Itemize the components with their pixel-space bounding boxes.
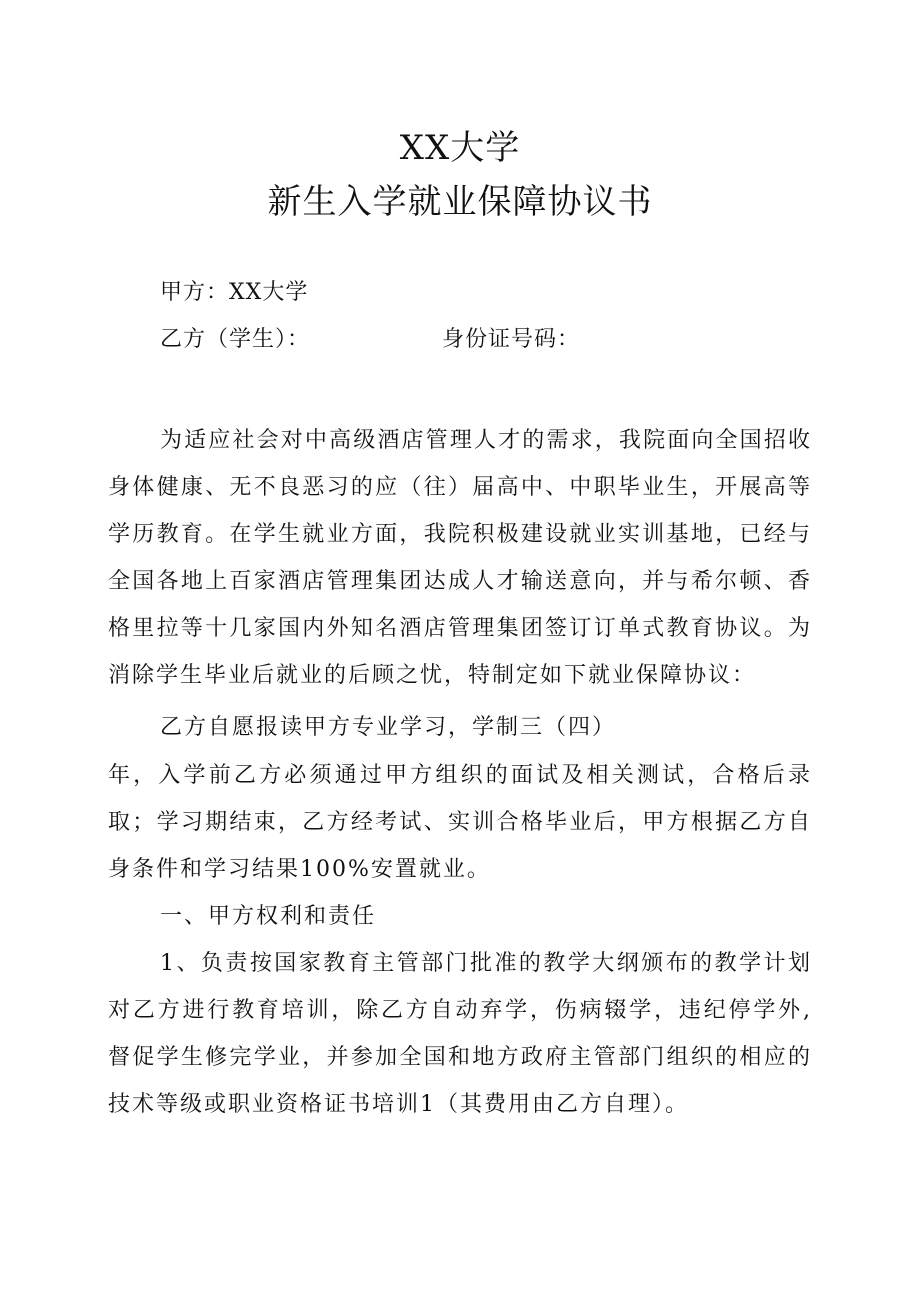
document-title-agreement: 新生入学就业保障协议书 — [267, 182, 653, 222]
enrollment-paragraph-continuation: 年，入学前乙方必须通过甲方组织的面试及相关测试，合格后录取；学习期结束，乙方经考试、实训合格毕业后，甲方根据乙方自身条件和学习结果100%安置就业。 — [108, 763, 812, 882]
party-a-line: 甲方：XX大学 — [160, 280, 309, 305]
document-title-university: XX大学 — [399, 128, 521, 168]
section-heading-party-a-rights: 一、甲方权利和责任 — [160, 904, 377, 929]
clause-1-paragraph: 1、负责按国家教育主管部门批准的教学大纲颁布的教学计划对乙方进行教育培训，除乙方自动弃学，伤病辍学，违纪停学外,督促学生修完学业，并参加全国和地方政府主管部门组织的相应的技术等级或职业资格证书培训1（其费用由乙方自理）。 — [108, 951, 812, 1117]
party-b-label: 乙方（学生）： — [160, 327, 311, 352]
enrollment-paragraph-line: 乙方自愿报读甲方专业学习，学制三（四） — [160, 715, 617, 740]
id-number-label: 身份证号码： — [442, 327, 581, 352]
intro-paragraph: 为适应社会对中高级酒店管理人才的需求，我院面向全国招收身体健康、无不良恶习的应（往）届高中、中职毕业生，开展高等学历教育。在学生就业方面，我院积极建设就业实训基地，已经与全国各地上百家酒店管理集团达成人才输送意向，并与希尔顿、香格里拉等十几家国内外知名酒店管理集团签订订单式教育协议。为消除学生毕业后就业的后顾之忧，特制定如下就业保障协议： — [108, 428, 812, 688]
